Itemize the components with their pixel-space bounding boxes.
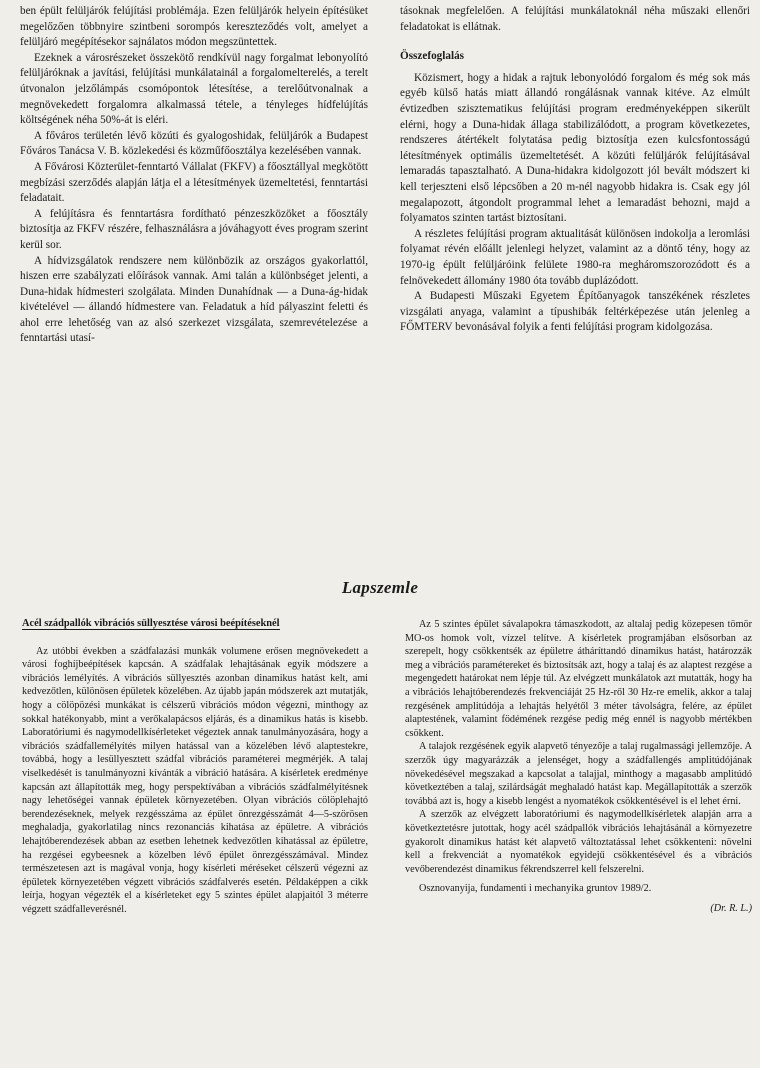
paragraph: A részletes felújítási program aktualitását különösen indokolja a leromlási folyamat révén előállt jelenlegi helyzet, valamint az a döntő tény, hogy az 1970-ig épült felüljáróink felülete 1980-ra megháromszorozódott és a felnövekedett állomány 1980 óta tovább duplázódott. <box>400 227 750 287</box>
article-title-text: Acél szádpallók vibrációs süllyesztése városi beépítéseknél <box>22 618 280 629</box>
paragraph: Ezeknek a városrészeket összekötő rendkívül nagy forgalmat lebonyolító felüljáróknak a javítási, felújítási munkálatainál a forgalomelterelés, a terelt útvonalon jelzőlámpás csomópontok létesítése, a terelőútvonalnak a megnövekedett forgalomra alkalmassá tétele, a tényleges hídfelújítás költségének néha 50%-át is eléri. <box>20 51 368 127</box>
review-left-column <box>22 618 368 916</box>
paragraph: A főváros területén lévő közúti és gyalogoshidak, felüljárók a Budapest Főváros Tanácsa V. B. közlekedési és közműfőosztálya kezelésében vannak. <box>20 129 368 158</box>
top-right-column <box>400 4 750 336</box>
paragraph: ben épült felüljárók felújítási problémája. Ezen felüljárók helyein építésüket megelőzően többnyire szintbeni sorompós kereszteződés volt, amelyet a felüljáró megépítésekor sajnálatos módon megszüntettek. <box>20 5 368 49</box>
paragraph: Az utóbbi években a szádfalazási munkák volumene erősen megnövekedett a városi foghíjbeépítések kapcsán. A szádfalak lehajtásának egyik módszere a vibrációs lemélyítés. A vibrációs süllyesztés azonban dinamikus hatást kelt, ami kedvezőtlen, különösen épületek közelében. Az újabb japán módszerek azt mutatják, hogy a cölöpözési munkákat is célszerű vibrációs módon végezni, minthogy az sokkal hatékonyabb, mint a verőkalapácsos eljárás, és a dinamikus hatás is kisebb. Laboratóriumi és nagymodellkísérleteket végeztek annak tanulmányozására, hogy a vibrációs szádfallemélyítés milyen hatással van a közelében lévő alaptestekre, továbbá, hogy a lesüllyesztett szádfal vibrációs paraméterei megmérjék. A talaj viselkedését is tanulmányozni kívánták a vibráció hatására. A kísérletek eredménye kapcsán azt állapították meg, hogy perspektívában a vibrációs szádfalmélyítésnek nagy lehetőségei vannak épületek környezetében. Olyan vibrációs cölöplehajtó berendezéseknek, melyek rezgésszáma az épület önrezgésszámát 4—5-szörösen meghaladja, gyakorlatilag nincs rezonanciás kihatása az épületre. A vibrációs lehajtóberendezések abban az esetben lehetnek kedvezőtlen kihatással az épületre, ha rezgései egybeesnek a közelben lévő épület önrezgésszámával. Mindez természetesen azt is magával vonja, hogy kísérleti méréseket célszerű végezni az épületek környezetében végzett vibrációs szádfalverés esetén. Példaképpen a cikk leírja, hogyan végezték el a kísérleteket egy 5 szintes épület alapjaitól 3 méterre végzett szádfalleverésnél. <box>22 645 368 915</box>
article-title <box>22 618 368 631</box>
paragraph: tásoknak megfelelően. A felújítási munkálatoknál néha műszaki ellenőri feladatokat is ellátnak. <box>400 5 750 33</box>
paragraph: Az 5 szintes épület sávalapokra támaszkodott, az altalaj pedig közepesen tömör MO-os homok volt, vízzel telítve. A kísérletek programjában elsősorban az szerepelt, hogy csökkentsék az épületre átháríttandó dinamikus hatást, határozzák meg a vibrációs paramétereket és biztosítsák azt, hogy a talaj és az alaptest rezgése a megengedett határokat nem lépje túl. Az elvégzett munkálatok azt mutatták, hogy ha a vibrációs lehajtóberendezés frekvenciáját 25 Hz-ről 30 Hz-re emelik, akkor a talaj rezgésének amplitúdója a lehajtás helyétől 3 méter távolságra, felére, az épület alaptestének, valamint födémének rezgése pedig még ennél is nagyobb mértékben csökkent. <box>405 619 752 739</box>
paragraph: A Budapesti Műszaki Egyetem Építőanyagok tanszékének részletes vizsgálati anyaga, valamint a típushibák feltérképezése után jelenleg a FŐMTERV bevonásával folyik a fenti felújítási program kidolgozása. <box>400 290 750 334</box>
section-heading: Összefoglalás <box>400 50 465 63</box>
paragraph: A szerzők az elvégzett laboratóriumi és nagymodellkísérletek alapján arra a következtetésre jutottak, hogy acél szádpallók vibrációs lehajtásánál a környezetre gyakorolt dinamikus hatást két alapvető változtatással lehet csökkenteni: növelni kell a frekvenciát a nyomatékok egyidejű csökkentésével és a vibrációs vevőberendezést dinamikus fékrendszerrel kell felszerelni. <box>405 809 752 875</box>
paragraph: Közismert, hogy a hidak a rajtuk lebonyolódó forgalom és még sok más egyéb külső hatás miatt állandó rongálásnak vannak kitéve. Az elmúlt évtizedben szisztematikus felújítási program eredményeképpen sikerült elérni, hogy a Duna-hidak állaga stabilizálódott, a program következetes, rendszeres átértékelt folytatása pedig biztosítja ezen kulcsfontosságú létesítmények optimális üzemeltetését. A közúti felüljárók felújításával lemaradás tapasztalható. A Duna-hidakra kidolgozott jól bevált módszert ki kell terjeszteni első lépcsőben a 20 m-nél nagyobb hidakra is. Csak egy jól megalapozott, átgondolt programmal lehet a lemaradást behozni, majd a folyamatos szinten tartást biztosítani. <box>400 71 750 225</box>
top-left-column <box>20 4 368 347</box>
source-reference: Osznovanyija, fundamenti i mechanyika gruntov 1989/2. <box>419 883 652 895</box>
review-right-column <box>405 618 752 915</box>
paragraph: A hídvizsgálatok rendszere nem különbözik az országos gyakorlattól, hiszen erre szabályzati előírások vannak. Ami talán a különbséget jelenti, a Duna-hidak hídmesteri szolgálata. Minden Dunahídnak — a Duna-ág-hidak kivételével — állandó hídmestere van. Feladatuk a híd pályaszint feletti és ahol erre lehetőség van az alsó szerkezet vizsgálata, szemrevételezése a fenntartási utasí- <box>20 254 368 345</box>
paragraph: A talajok rezgésének egyik alapvető tényezője a talaj rugalmassági jellemzője. A szerzők úgy magyarázzák a jelenséget, hogy a szádfallengés amplitúdójának növekedésével megszakad a kapcsolat a talajjal, minthogy a magasabb amplitúdó következtében a talaj, szilárdságát meghaladó hatást kap. Megállapították a szerzők továbbá azt is, hogy a kisebb lengést a nyomatékok csökkentésével is el lehet érni. <box>405 741 752 807</box>
paragraph: A Fővárosi Közterület-fenntartó Vállalat (FKFV) a főosztállyal megkötött megbízási szerződés alapján látja el a létesítmények üzemeltetési, fenntartási feladatait. <box>20 160 368 205</box>
paragraph: A felújításra és fenntartásra fordítható pénzeszközöket a főosztály biztosítja az FKFV részére, felhasználásra a jóváhagyott éves program szerint kerül sor. <box>20 207 368 251</box>
author-signature: (Dr. R. L.) <box>710 902 752 914</box>
section-title: Lapszemle <box>341 578 419 597</box>
